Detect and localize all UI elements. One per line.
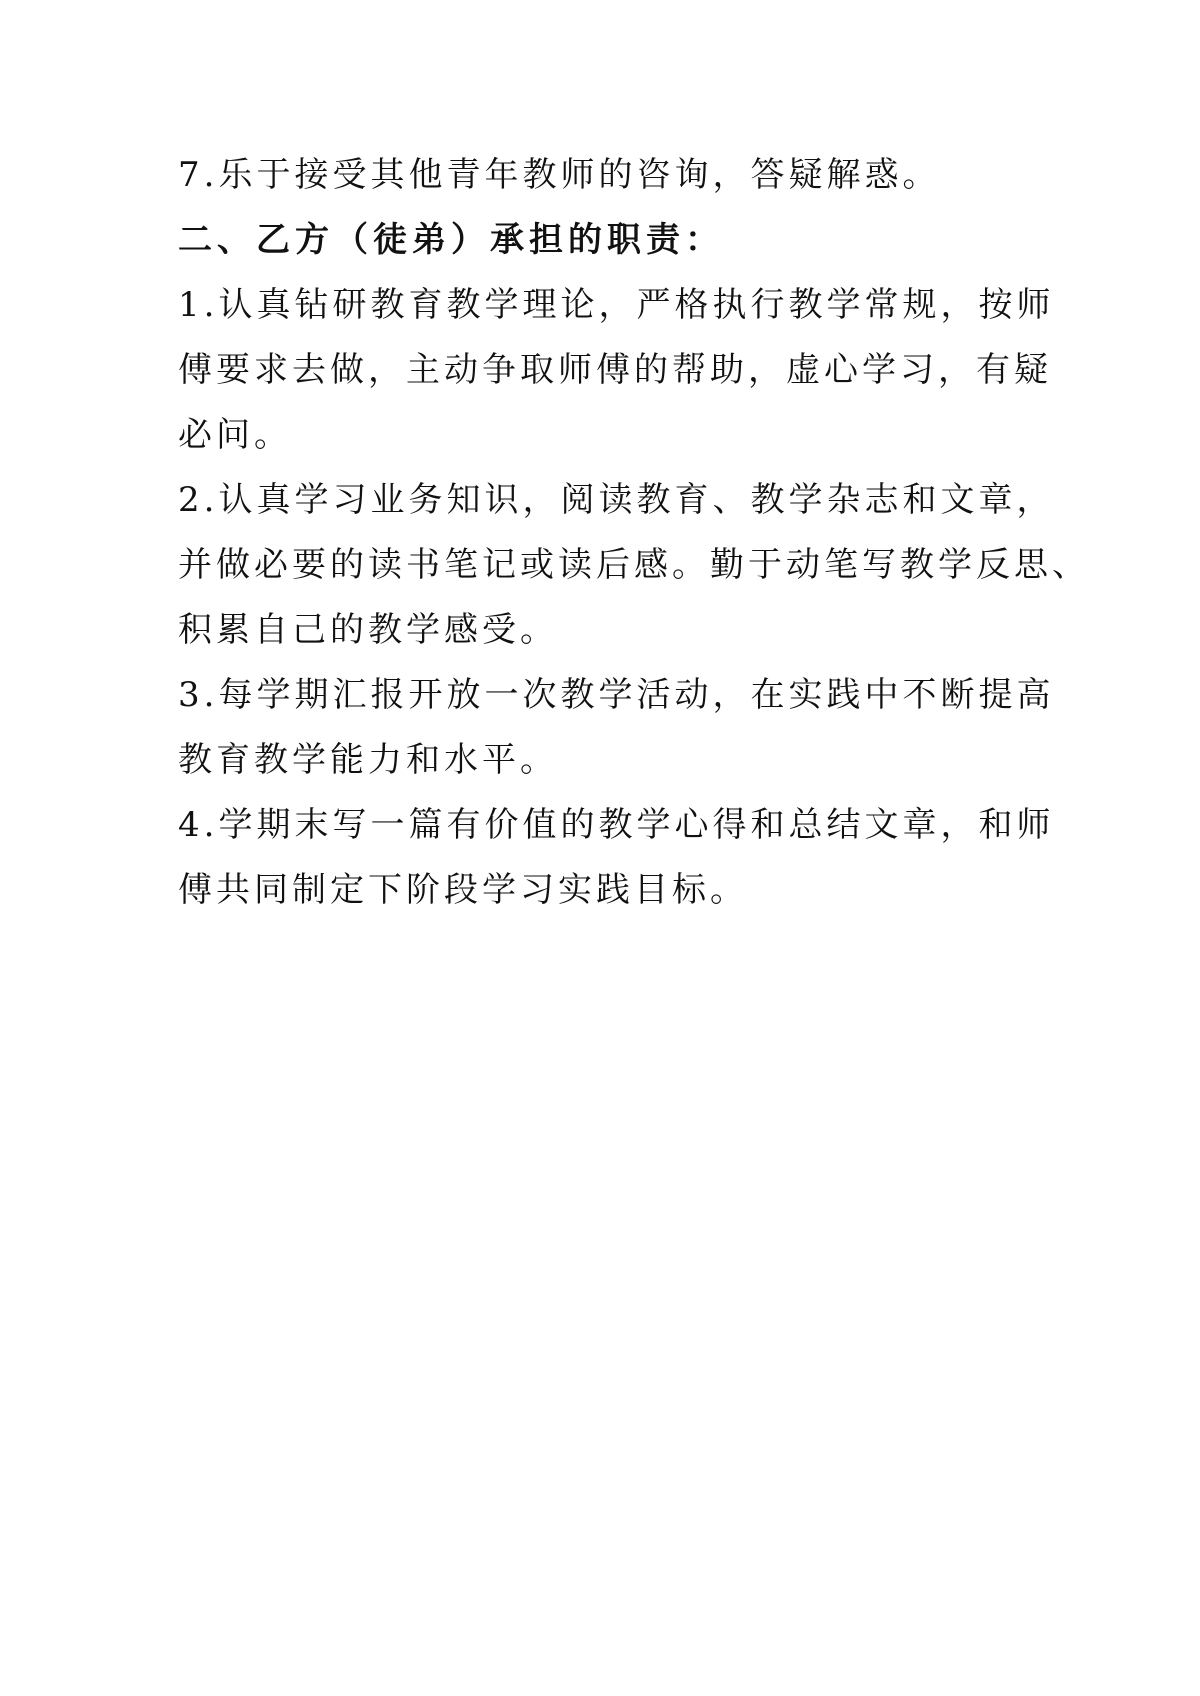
paragraph-line: 2.认真学习业务知识，阅读教育、教学杂志和文章， bbox=[178, 480, 1055, 520]
paragraph-item-7 bbox=[178, 143, 1038, 208]
paragraph-item-2 bbox=[178, 468, 1090, 663]
paragraph-item-1 bbox=[178, 273, 1055, 468]
paragraph-line: 1.认真钻研教育教学理论，严格执行教学常规，按师 bbox=[178, 285, 1055, 325]
paragraph-line: 积累自己的教学感受。 bbox=[178, 610, 558, 650]
paragraph-line: 4.学期末写一篇有价值的教学心得和总结文章，和师 bbox=[178, 805, 1055, 845]
paragraph-line: 傅共同制定下阶段学习实践目标。 bbox=[178, 870, 748, 910]
paragraph-line: 3.每学期汇报开放一次教学活动，在实践中不断提高 bbox=[178, 675, 1055, 715]
section-heading-apprentice-duties bbox=[178, 208, 1038, 273]
paragraph-line: 教育教学能力和水平。 bbox=[178, 740, 558, 780]
paragraph-line: 并做必要的读书笔记或读后感。勤于动笔写教学反思、 bbox=[178, 545, 1090, 585]
paragraph-line: 7.乐于接受其他青年教师的咨询，答疑解惑。 bbox=[178, 155, 941, 195]
section-heading-text: 二、乙方（徒弟）承担的职责： bbox=[178, 220, 724, 260]
paragraph-line: 傅要求去做，主动争取师傅的帮助，虚心学习，有疑 bbox=[178, 350, 1052, 390]
paragraph-item-3 bbox=[178, 663, 1055, 793]
document-body bbox=[178, 143, 1090, 923]
paragraph-line: 必问。 bbox=[178, 415, 292, 455]
paragraph-item-4 bbox=[178, 793, 1055, 923]
